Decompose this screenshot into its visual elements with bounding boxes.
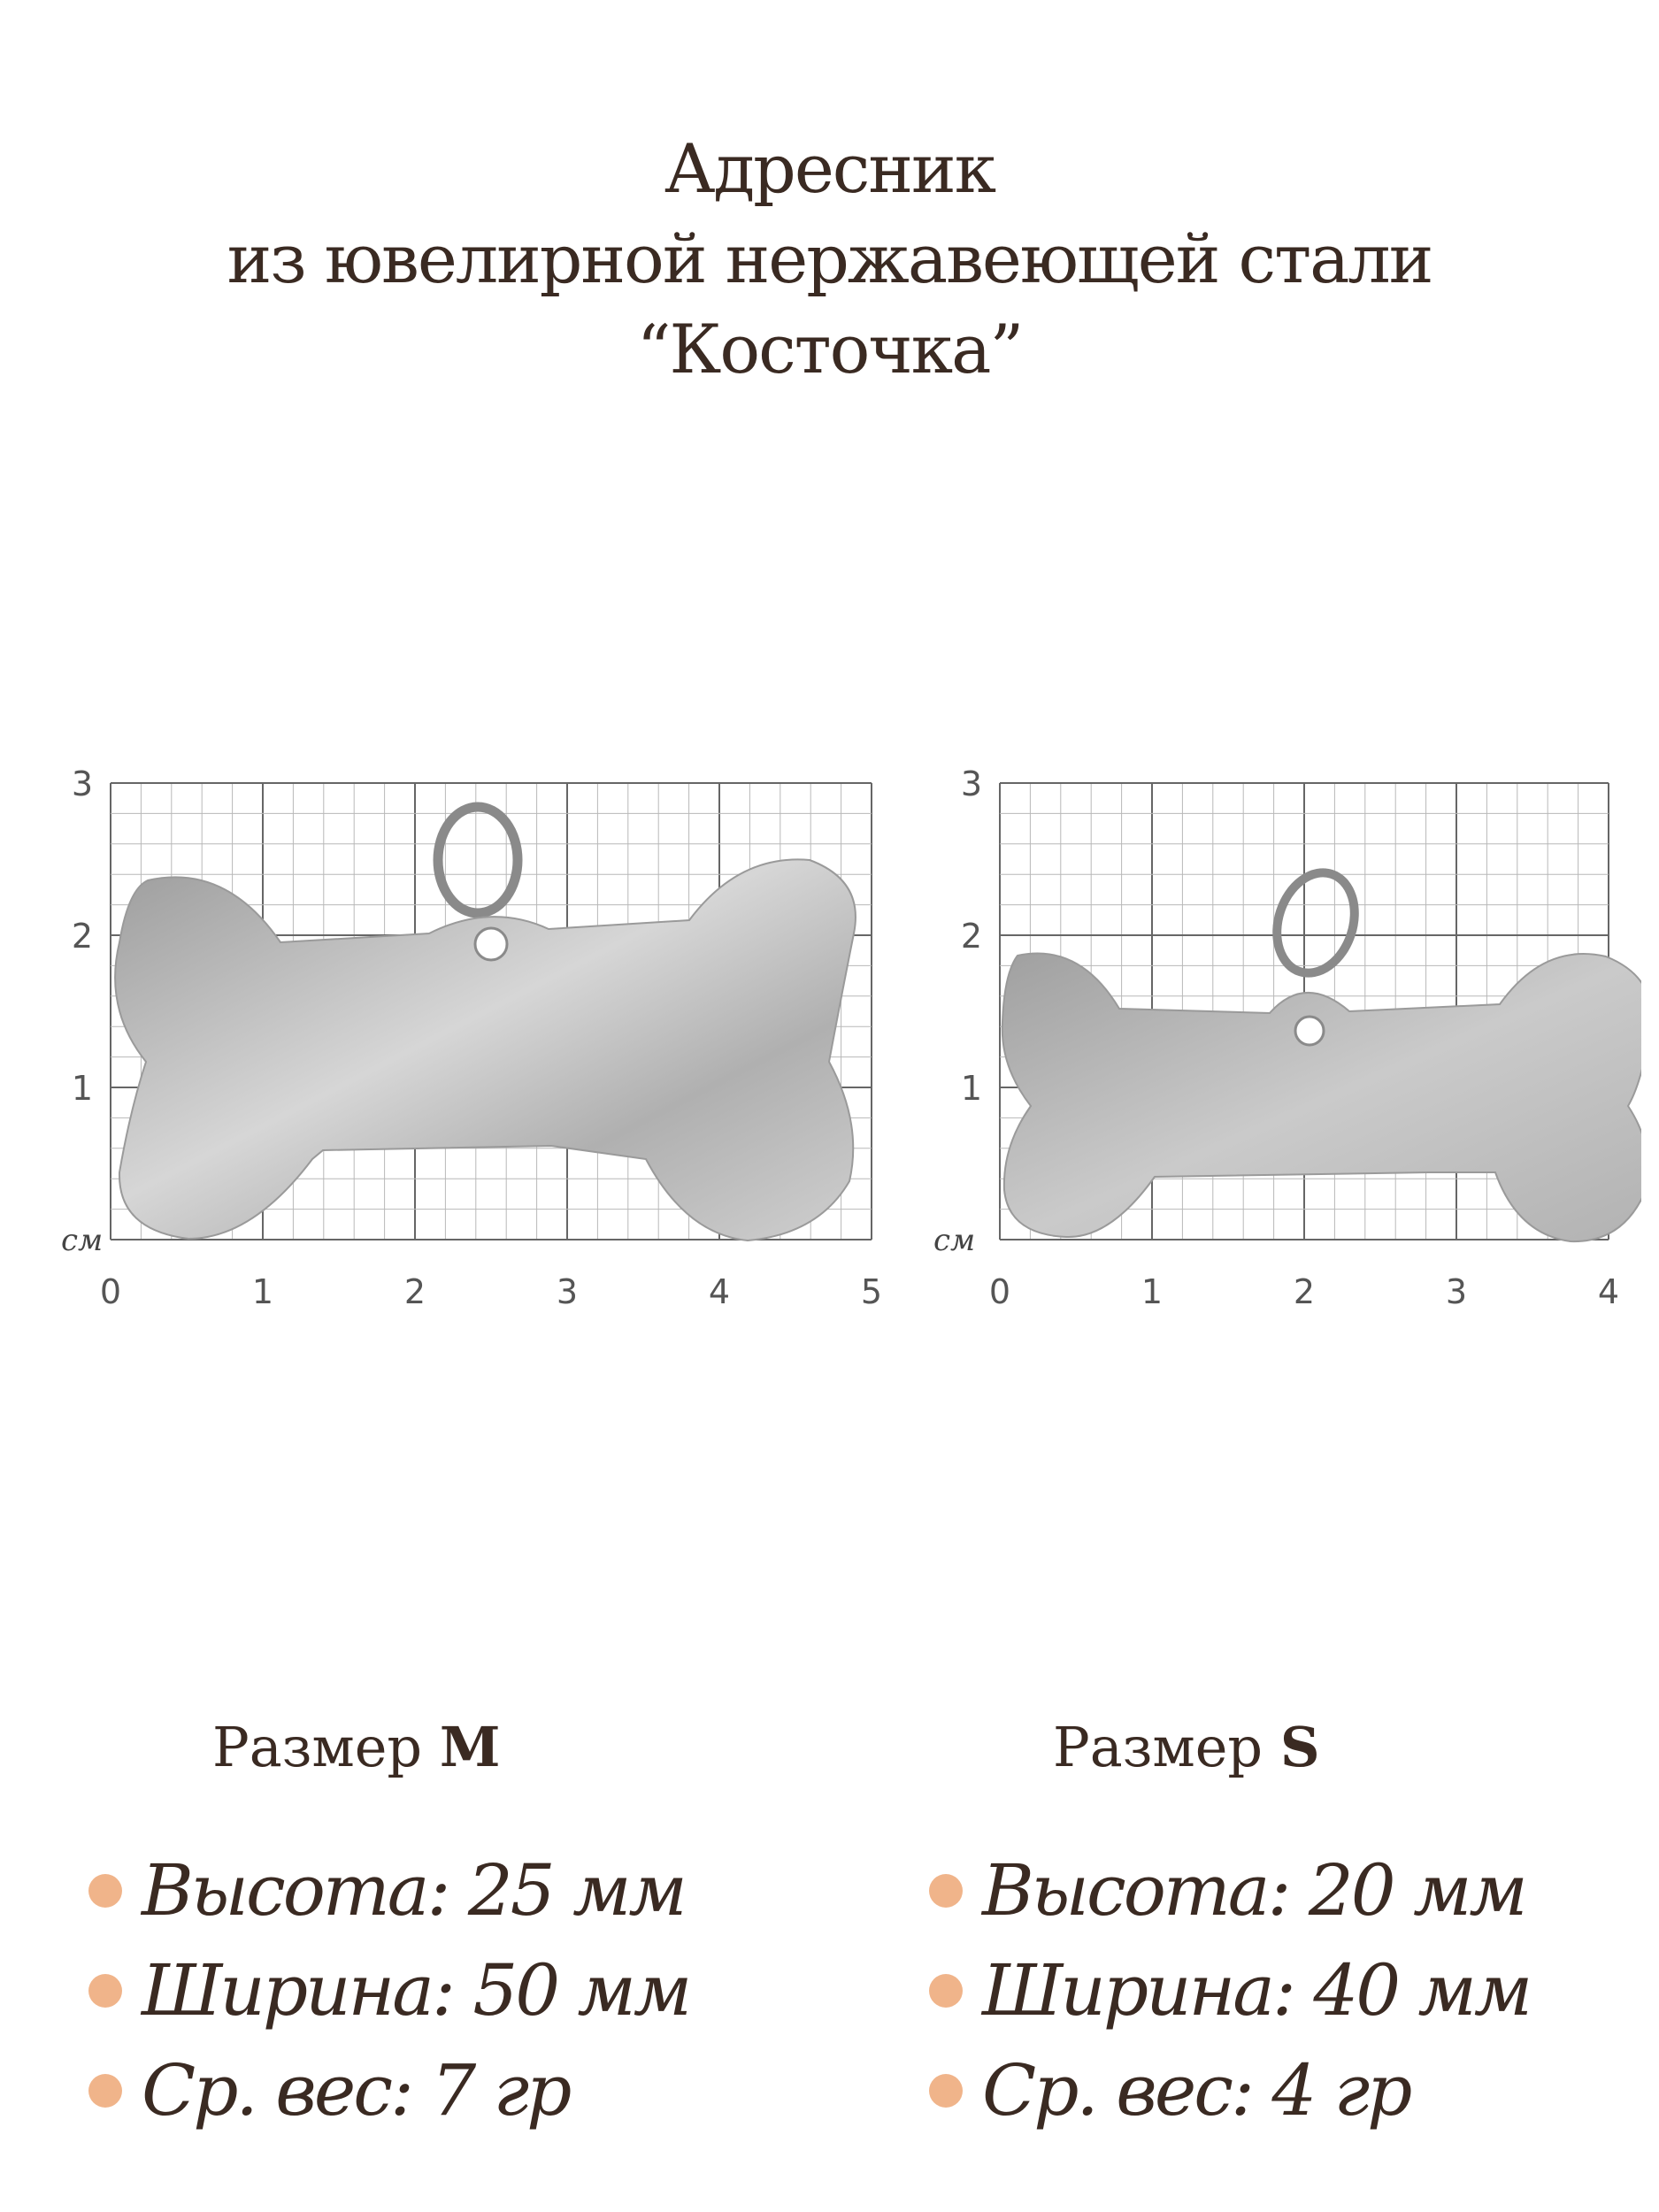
y-tick-label: 3 [71,764,93,803]
list-item [88,1940,796,2040]
size-heading-prefix: Размер [1053,1715,1263,1779]
spec-width: Ширина: 40 мм [982,1949,1531,2032]
bullet-dot-icon [929,1874,963,1908]
size-m-spec-list [88,1840,796,2140]
size-s-grid-svg [933,757,1641,1340]
bullet-dot-icon [929,2074,963,2108]
y-tick-label: 1 [960,1069,982,1108]
x-tick-label: 2 [1293,1272,1316,1311]
size-s-spec-list [929,1840,1637,2140]
x-tick-label: 3 [1445,1272,1468,1311]
list-item [929,2040,1637,2140]
size-s-specs [929,1699,1637,2140]
spec-weight: Ср. вес: 4 гр [982,2049,1410,2131]
y-tick-label: 2 [71,917,93,956]
spec-width: Ширина: 50 мм [142,1949,690,2032]
bullet-dot-icon [88,2074,122,2108]
unit-label: см [933,1223,976,1258]
size-s-photo-on-grid [933,757,1641,1340]
x-tick-label: 4 [708,1272,731,1311]
title-line-2: из ювелирной нержавеющей стали [227,219,1432,298]
size-heading-prefix: Размер [212,1715,423,1779]
title-line-3: “Косточка” [636,310,1023,388]
x-tick-label: 0 [99,1272,122,1311]
list-item [929,1840,1637,1940]
y-tick-label: 3 [960,764,982,803]
size-s-heading [1053,1699,1637,1796]
size-s-bone-tag [1002,863,1641,1241]
y-tick-label: 2 [960,917,982,956]
spec-height: Высота: 20 мм [982,1849,1525,1932]
bullet-dot-icon [88,1874,122,1908]
bone-shape [115,859,856,1240]
tag-hole [1295,1017,1324,1045]
bullet-dot-icon [88,1974,122,2008]
unit-label: см [61,1223,104,1258]
split-ring-icon [1264,863,1367,983]
spec-height: Высота: 25 мм [142,1849,685,1932]
size-m-bone-tag [115,807,856,1240]
spec-weight: Ср. вес: 7 гр [142,2049,570,2131]
title-line-1: Адресник [664,129,995,208]
x-tick-label: 1 [251,1272,274,1311]
x-tick-label: 2 [403,1272,426,1311]
bullet-dot-icon [929,1974,963,2008]
size-m-specs [88,1699,796,2140]
split-ring-icon [438,807,518,913]
product-title [0,124,1659,395]
size-m-heading [212,1699,796,1796]
size-m-photo-on-grid [49,757,898,1340]
size-heading-letter: M [439,1715,501,1779]
list-item [88,2040,796,2140]
size-heading-letter: S [1279,1715,1320,1779]
x-tick-label: 0 [988,1272,1011,1311]
list-item [88,1840,796,1940]
x-tick-label: 1 [1141,1272,1164,1311]
x-tick-label: 3 [556,1272,579,1311]
size-m-grid-svg [49,757,898,1340]
list-item [929,1940,1637,2040]
x-tick-label: 5 [860,1272,883,1311]
x-tick-label: 4 [1597,1272,1620,1311]
tag-hole [475,928,507,960]
bone-shape [1002,954,1641,1242]
y-tick-label: 1 [71,1069,93,1108]
